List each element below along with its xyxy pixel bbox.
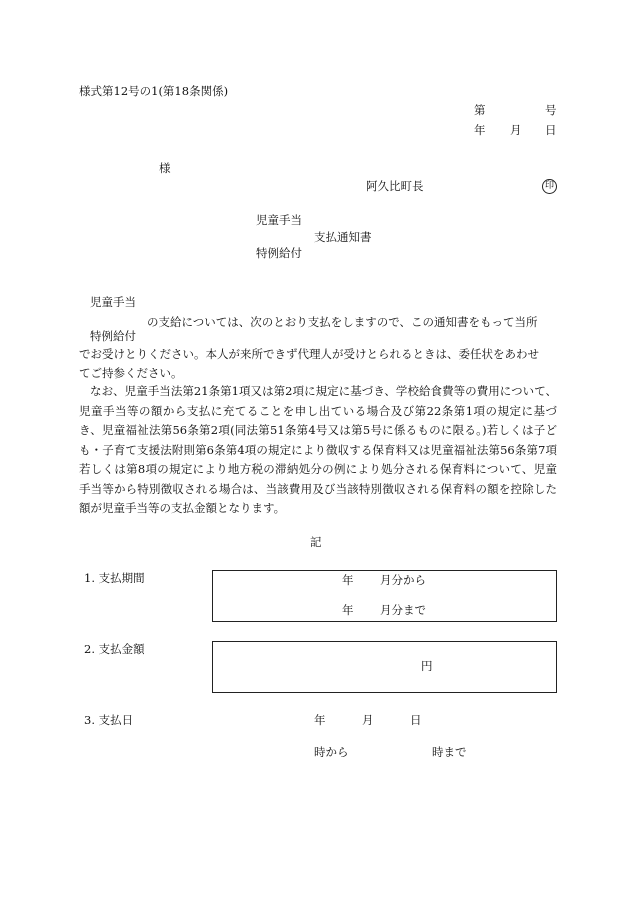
amount-label: 2. 支払金額 — [84, 642, 145, 656]
period-to-month: 月分まで — [380, 603, 426, 617]
title-line-3: 特例給付 — [256, 246, 302, 260]
pay-date-year: 年 — [314, 713, 326, 727]
date-label: 3. 支払日 — [84, 713, 134, 727]
form-number: 様式第12号の1(第18条関係) — [79, 84, 229, 98]
date-month-label: 月 — [510, 123, 522, 137]
amount-unit: 円 — [421, 659, 433, 673]
ki-heading: 記 — [310, 535, 322, 549]
period-from-year: 年 — [342, 573, 354, 587]
title-line-2: 支払通知書 — [314, 230, 372, 244]
date-year-label: 年 — [474, 123, 486, 137]
number-suffix: 号 — [545, 103, 557, 117]
period-to-year: 年 — [342, 603, 354, 617]
seal-mark: 印 — [542, 179, 557, 194]
body-line-1: の支給については、次のとおり支払をしますので、この通知書をもって当所 — [147, 315, 538, 329]
body-line-3: てご持参ください。 — [79, 366, 183, 380]
body-paragraph-2 — [79, 382, 557, 519]
body-paragraph-2-text: なお、児童手当法第21条第1項又は第2項に規定に基づき、学校給食費等の費用について、児童手当等の額から支払に充てることを申し出ている場合及び第22条第1項の規定に基づき、児童福祉法第56条第2項(同法第51条第4号又は第5号に係るものに限る。)若しくは子ども・子育て支援法附則第6条第4項の規定により徴収する保育料又は児童福祉法第56条第7項若しくは第8項の規定により地方税の滞納処分の例により処分される保育料について、児童手当等から特別徴収される場合は、当該費用及び当該特別徴収される保育料の額を控除した額が児童手当等の支払金額となります。 — [79, 384, 557, 515]
pay-date-month: 月 — [362, 713, 374, 727]
body-stack-top: 児童手当 — [90, 295, 136, 309]
number-prefix: 第 — [474, 103, 486, 117]
amount-box — [212, 641, 557, 693]
title-line-1: 児童手当 — [256, 213, 302, 227]
date-day-label: 日 — [545, 123, 557, 137]
pay-time-to: 時まで — [432, 745, 467, 759]
body-stack-bottom: 特例給付 — [90, 329, 136, 343]
body-line-2: でお受けとりください。本人が来所できず代理人が受けとられるときは、委任状をあわせ — [79, 347, 539, 361]
pay-date-day: 日 — [410, 713, 422, 727]
period-from-month: 月分から — [380, 573, 426, 587]
addressee-honorific: 様 — [159, 161, 171, 175]
sender-name: 阿久比町長 — [366, 179, 424, 193]
period-label: 1. 支払期間 — [84, 571, 145, 585]
pay-time-from: 時から — [314, 745, 349, 759]
